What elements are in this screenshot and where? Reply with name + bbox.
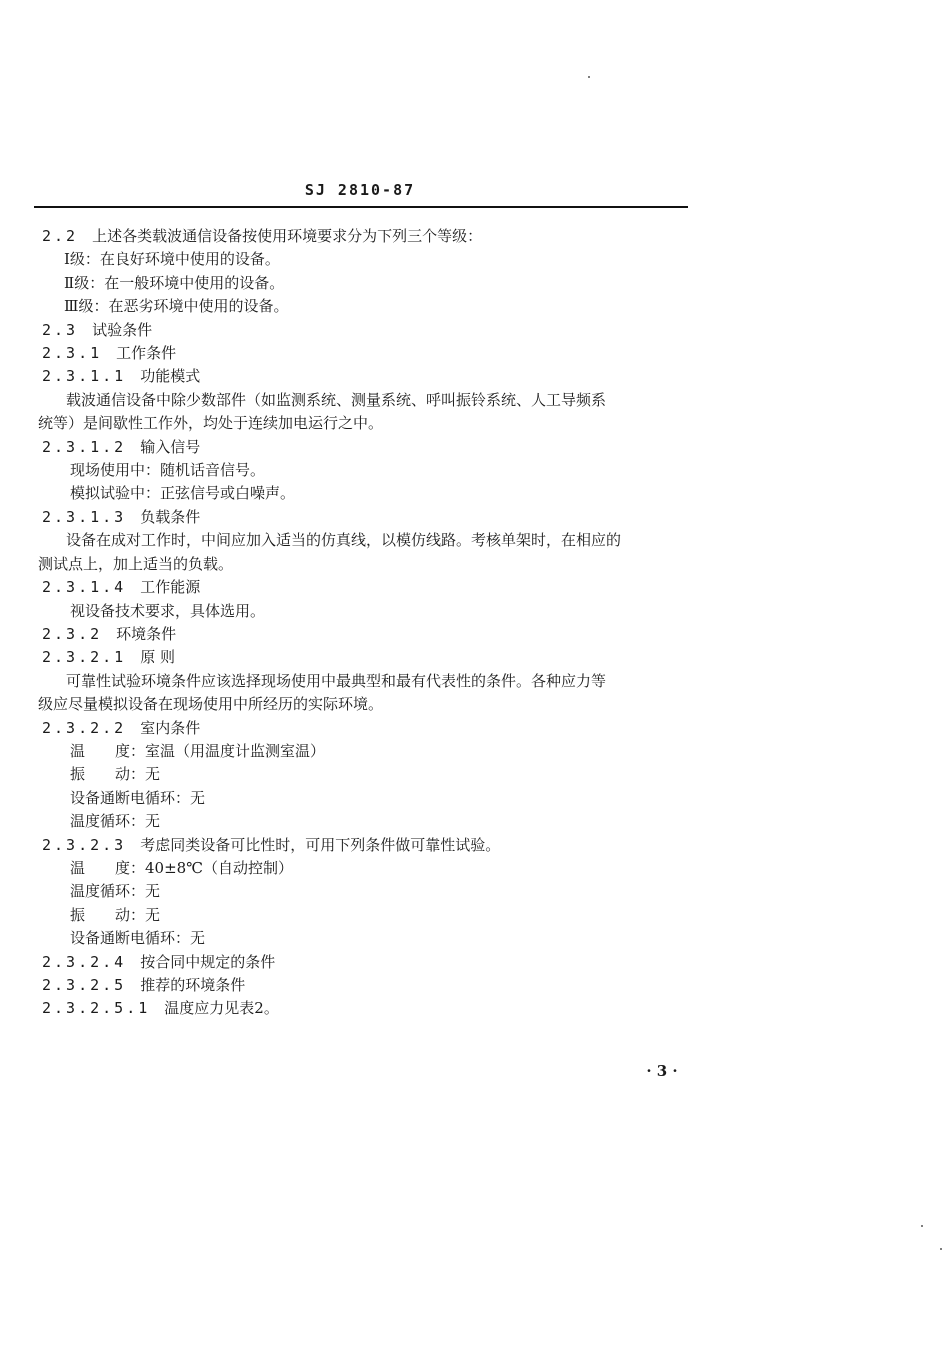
condition-item: 温 度：室温（用温度计监测室温）	[70, 741, 326, 760]
section-number: 2.3.1.4	[42, 578, 127, 597]
condition-item: 振 动：无	[70, 765, 161, 784]
scan-speck	[921, 1225, 923, 1227]
section-text: 按合同中规定的条件	[140, 952, 276, 971]
section-text: 室内条件	[140, 718, 201, 737]
section-heading	[38, 951, 694, 974]
standard-code-header: SJ 2810-87	[304, 181, 416, 199]
level-item: Ⅱ级：在一般环境中使用的设备。	[64, 273, 285, 292]
section-number: 2.3.2.5	[42, 976, 127, 994]
section-text: 考虑同类设备可比性时，可用下列条件做可靠性试验。	[140, 835, 501, 854]
section-heading	[38, 623, 694, 646]
section-number: 2.3.1.3	[42, 507, 127, 526]
section-heading	[38, 225, 694, 248]
section-number: 2.2	[42, 227, 79, 245]
section-text: 原 则	[140, 648, 175, 667]
section-text: 工作能源	[140, 578, 201, 597]
header-rule	[34, 206, 688, 208]
section-number: 2.3.2.4	[42, 952, 127, 971]
section-text: 环境条件	[116, 624, 177, 643]
section-heading	[38, 717, 694, 740]
paragraph-line: 可靠性试验环境条件应该选择现场使用中最典型和最有代表性的条件。各种应力等	[66, 671, 607, 690]
section-number: 2.3.1.1	[42, 367, 127, 386]
section-number: 2.3.2.3	[42, 835, 127, 854]
scan-speck	[588, 76, 590, 78]
section-number: 2.3.1.2	[42, 437, 127, 456]
section-number: 2.3.2.5.1	[42, 999, 151, 1018]
section-heading	[38, 342, 694, 365]
paragraph-line: 级应尽量模拟设备在现场使用中所经历的实际环境。	[38, 695, 384, 714]
section-text: 输入信号	[140, 437, 201, 456]
condition-item: 温度循环：无	[70, 882, 161, 901]
level-item: Ⅲ级：在恶劣环境中使用的设备。	[64, 297, 289, 316]
condition-item: 温 度：40±8℃（自动控制）	[70, 858, 293, 877]
section-text: 上述各类载波通信设备按使用环境要求分为下列三个等级：	[92, 227, 483, 245]
scan-speck	[940, 1248, 942, 1250]
section-heading	[38, 834, 694, 857]
section-number: 2.3	[42, 320, 79, 339]
section-heading	[38, 997, 694, 1020]
paragraph-line: 测试点上，加上适当的负载。	[38, 554, 234, 573]
section-text: 推荐的环境条件	[140, 976, 246, 994]
paragraph-line: 视设备技术要求，具体选用。	[70, 601, 266, 620]
section-number: 2.3.2.2	[42, 718, 127, 737]
section-number: 2.3.2	[42, 624, 103, 643]
section-text: 温度应力见表2。	[164, 999, 279, 1018]
section-heading	[38, 576, 694, 599]
paragraph-line: 统等）是间歇性工作外，均处于连续加电运行之中。	[38, 414, 384, 433]
paragraph-line: 设备在成对工作时，中间应加入适当的仿真线，以模仿线路。考核单架时，在相应的	[66, 531, 622, 550]
paragraph-line: 现场使用中：随机话音信号。	[70, 461, 266, 480]
condition-item: 振 动：无	[70, 905, 161, 924]
section-number: 2.3.1	[42, 344, 103, 363]
section-heading	[38, 365, 694, 388]
paragraph-line: 载波通信设备中除少数部件（如监测系统、测量系统、呼叫振铃系统、人工导频系	[66, 390, 607, 409]
condition-item: 设备通断电循环：无	[70, 929, 206, 948]
section-text: 功能模式	[140, 367, 201, 386]
condition-item: 温度循环：无	[70, 812, 161, 831]
section-text: 工作条件	[116, 344, 177, 363]
condition-item: 设备通断电循环：无	[70, 788, 206, 807]
level-item: Ⅰ级：在良好环境中使用的设备。	[64, 250, 280, 269]
section-heading	[38, 646, 694, 669]
section-text: 负载条件	[140, 507, 201, 526]
section-heading	[38, 506, 694, 529]
paragraph-line: 模拟试验中：正弦信号或白噪声。	[70, 484, 296, 503]
section-heading	[38, 319, 694, 342]
section-heading	[38, 974, 694, 997]
section-number: 2.3.2.1	[42, 648, 127, 667]
document-body	[38, 225, 694, 1021]
section-heading	[38, 436, 694, 459]
page-number: · 3 ·	[646, 1062, 678, 1080]
section-text: 试验条件	[92, 320, 153, 339]
